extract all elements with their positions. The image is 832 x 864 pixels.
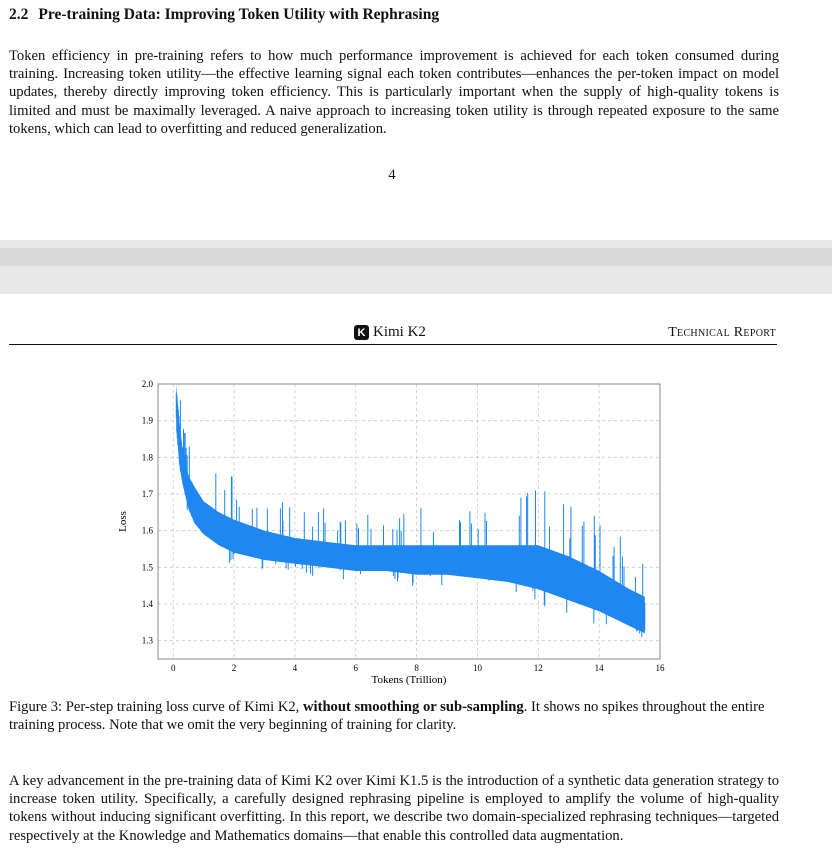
x-tick-label: 4 [292, 663, 298, 673]
y-axis-label: Loss [117, 511, 129, 532]
x-tick-label: 8 [414, 663, 419, 673]
x-tick-label: 0 [170, 663, 176, 673]
x-tick-label: 2 [231, 663, 237, 673]
figure-caption [9, 698, 779, 734]
section-title: Pre-training Data: Improving Token Utility with Rephrasing [38, 6, 440, 23]
y-tick-label: 2.0 [141, 379, 153, 389]
y-tick-label: 1.9 [141, 415, 153, 426]
y-tick-label: 1.7 [141, 489, 153, 499]
caption-prefix: Figure 3: Per-step training loss curve of Kimi K2, [9, 699, 303, 715]
caption-suffix: . It shows no spikes throughout the entire training process. Note that we omit the very beginning of training for clarity. [9, 699, 765, 733]
section-heading [9, 6, 439, 24]
chart-data-layer [176, 384, 645, 637]
body-paragraph: Token efficiency in pre-training refers to how much performance improvement is achieved for each token consumed during training. Increasing token utility—the effective learning signal each token contributes—enhances the per-token impact on model updates, thereby directly improving token efficiency. This is particularly important when the supply of high-quality tokens is limited and must be maximally leveraged. A naive approach to increasing token utility is through repeated exposure to the same tokens, which can lead to overfitting and reduced generalization. [9, 48, 779, 137]
x-tick-label: 16 [655, 663, 665, 673]
running-header-title [354, 324, 426, 341]
x-tick-label: 6 [353, 663, 359, 673]
body-paragraph-2: A key advancement in the pre-training data of Kimi K2 over Kimi K1.5 is the introduction of a synthetic data generation strategy to increase token utility. Specifically, a carefully designed rephrasing pipeline is employed to amplify the volume of high-quality tokens without inducing significant overfitting. In this report, we describe two domain-specialized rephrasing techniques—targeted respectively at the Knowledge and Mathematics domains—that enable this controlled data augmentation. [9, 773, 779, 844]
loss-chart [108, 378, 668, 693]
section-number: 2.2 [9, 6, 29, 23]
x-tick-label: 10 [472, 663, 482, 673]
caption-bold: without smoothing or sub-sampling [302, 699, 524, 715]
x-tick-label: 12 [533, 663, 543, 673]
y-tick-label: 1.3 [141, 635, 153, 646]
x-axis-label: Tokens (Trillion) [371, 674, 447, 686]
running-header-report: Technical Report [668, 325, 776, 340]
page-separator [0, 240, 832, 294]
y-tick-label: 1.4 [141, 599, 153, 609]
header-rule [9, 344, 777, 345]
page-number: 4 [388, 167, 396, 183]
header-title-text: Kimi K2 [373, 324, 426, 340]
y-tick-label: 1.6 [141, 525, 153, 536]
x-tick-label: 14 [594, 663, 604, 673]
kimi-logo-icon: K [354, 325, 369, 340]
loss-series-envelope [176, 384, 645, 633]
y-tick-label: 1.5 [141, 562, 153, 573]
y-tick-label: 1.8 [141, 452, 153, 463]
